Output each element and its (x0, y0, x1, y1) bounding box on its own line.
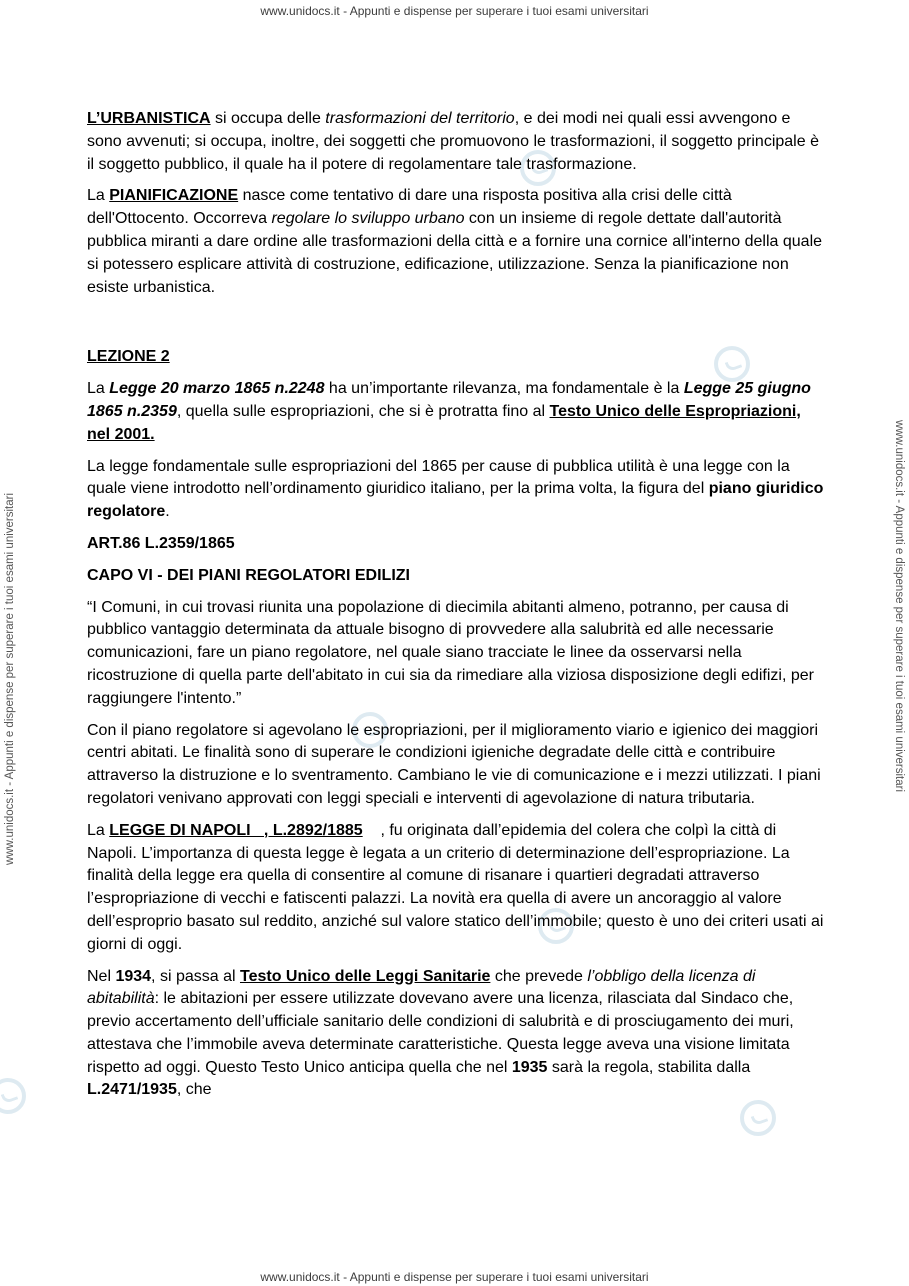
text: : le abitazioni per essere utilizzate dovevano avere una licenza, rilasciata dal Sindaco che, previo accertamento dell’ufficiale sanitario delle condizioni di salubrità e di prosciugamento dei muri, attestava che l’immobile aveva determinate caratteristiche. Questa legge aveva una visione limitata rispetto ad oggi. Questo Testo Unico anticipa quella che nel (87, 990, 794, 1076)
text: , fu originata dall’epidemia del colera che colpì la città di Napoli. L’importanza di questa legge è legata a un criterio di determinazione dell’espropriazione. La finalità della legge era quella di consentire al comune di risanare i quartieri degradati attraverso l’espropriazione di vecchi e fatiscenti palazzi. La novità era quella di avere un ancoraggio al valore dell’esproprio basato sul reddito, anziché sul valore statico dell’immobile; questo è uno dei criteri usati ai giorni di oggi. (87, 821, 828, 953)
law-2248: Legge 20 marzo 1865 n.2248 (109, 380, 325, 398)
term-pianificazione: PIANIFICAZIONE (109, 187, 239, 205)
lesson-heading: LEZIONE 2 (87, 348, 170, 366)
text: , che (176, 1081, 212, 1099)
paragraph-legge-fondamentale (87, 456, 827, 524)
term-urbanistica: L’URBANISTICA (87, 110, 211, 127)
year-1934: 1934 (115, 967, 152, 985)
article-heading: ART.86 L.2359/1865 (87, 534, 235, 552)
paragraph-testo-unico-sanitarie (87, 966, 827, 1103)
paragraph-piano-regolatore: Con il piano regolatore si agevolano le espropriazioni, per il miglioramento viario e igienico dei maggiori centri abitati. Le finalità sono di superare le condizioni igieniche degradate delle città e contribuire attraverso la distruzione e lo sventramento. Cambiano le vie di comunicazione e i mezzi utilizzati. I piani regolatori venivano approvati con leggi speciali e interventi di agevolazione di natura tributaria. (87, 721, 821, 807)
text: , quella sulle espropriazioni, che si è protratta fino al (176, 402, 550, 420)
document-body (87, 108, 827, 1111)
text: che prevede (490, 967, 588, 985)
text: , e dei modi nei quali essi avvengono e sono avvenuti; si occupa, inoltre, dei soggetti che promuovono le trasformazioni, il soggetto principale è il soggetto pubblico, il quale ha il potere di regolamentare tale trasformazione. (87, 110, 819, 173)
text: nasce come tentativo di dare una risposta positiva alla crisi delle città dell'Ottocento. Occorreva (87, 187, 732, 228)
chapter-heading: CAPO VI - DEI PIANI REGOLATORI EDILIZI (87, 566, 410, 584)
year-1935: 1935 (511, 1058, 548, 1076)
text: con un insieme di regole dettate dall'autorità pubblica miranti a dare ordine alle trasformazioni della città e a fornire una cornice all'interno della quale si potessero esplicare attività di costruzione, edificazione, utilizzazione. Senza la pianificazione non esiste urbanistica. (87, 210, 823, 296)
unidocs-logo-icon (0, 1078, 26, 1114)
paragraph-legge-napoli (87, 820, 827, 957)
emphasis: trasformazioni del territorio (325, 110, 515, 127)
watermark-side-left: www.unidocs.it - Appunti e dispense per superare i tuoi esami universitari (4, 492, 16, 865)
watermark-side-right: www.unidocs.it - Appunti e dispense per superare i tuoi esami universitari (893, 420, 905, 793)
text: , si passa al (151, 967, 240, 985)
text: si occupa delle (210, 110, 326, 127)
law-napoli: LEGGE DI NAPOLI , L.2892/1885 (109, 821, 363, 839)
law-2471: L.2471/1935 (87, 1081, 177, 1099)
text: sarà la regola, stabilita dalla (547, 1058, 751, 1076)
text: ha un’importante rilevanza, ma fondamentale è la (324, 380, 684, 398)
paragraph-urbanistica (87, 108, 827, 176)
paragraph-leggi-1865 (87, 378, 827, 446)
paragraph-pianificazione (87, 185, 827, 299)
emphasis: regolare lo sviluppo urbano (271, 210, 465, 228)
text: La legge fondamentale sulle espropriazioni del 1865 per cause di pubblica utilità è una legge con la quale viene introdotto nell’ordinamento giuridico italiano, per la prima volta, la figura del (87, 457, 790, 498)
quote-article-86: “I Comuni, in cui trovasi riunita una popolazione di diecimila abitanti almeno, potranno, per causa di pubblico vantaggio determinata da attuale bisogno di provvedere alla salubrità ed alle necessarie comunicazioni, fare un piano regolatore, nel quale siano tracciate le linee da osservarsi nella ricostruzione di quella parte dell'abitato in cui sia da rimediare alla viziosa disposizione degli edifizi, per raggiungere l'intento.” (87, 598, 814, 707)
law-2359: Legge 25 giugno 1865 n.2359 (87, 380, 811, 420)
watermark-footer: www.unidocs.it - Appunti e dispense per superare i tuoi esami universitari (260, 1270, 649, 1284)
law-testo-unico-sanitarie: Testo Unico delle Leggi Sanitarie (239, 967, 491, 985)
text: La (87, 380, 110, 398)
emphasis: l’obbligo della licenza di abitabilità (87, 967, 756, 1008)
text: La (87, 821, 110, 839)
watermark-header: www.unidocs.it - Appunti e dispense per superare i tuoi esami universitari (260, 4, 649, 18)
term-piano-regolatore: piano giuridico regolatore (87, 480, 824, 521)
text: . (165, 503, 170, 521)
text: Nel (87, 967, 116, 985)
text: La (87, 187, 110, 205)
law-testo-unico-espropriazioni: Testo Unico delle Espropriazioni, nel 2001. (87, 402, 801, 443)
